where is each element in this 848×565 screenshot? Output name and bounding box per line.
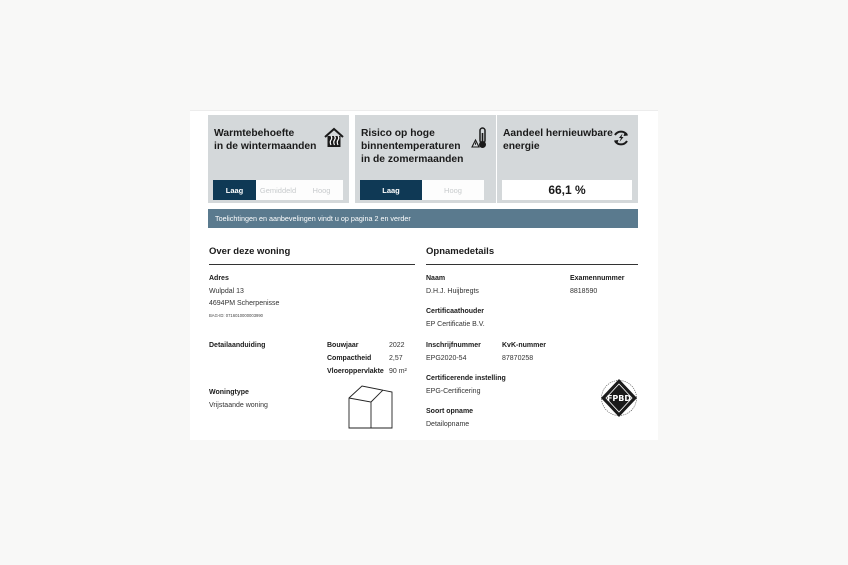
bag-id: BAG-ID: 0716010000003990 — [209, 313, 264, 318]
bouwjaar-label: Bouwjaar — [327, 342, 359, 349]
inschrijfnummer-label: Inschrijfnummer — [426, 342, 481, 349]
fpbd-logo — [600, 376, 638, 422]
card-renewable-share — [497, 115, 638, 203]
instelling-value: EPG-Certificering — [426, 388, 481, 395]
label-page — [190, 110, 658, 440]
adres-label: Adres — [209, 275, 229, 282]
woningtype-label: Woningtype — [209, 389, 249, 396]
info-banner: Toelichtingen en aanbevelingen vindt u op pagina 2 en verder — [208, 209, 638, 228]
house-outline-icon — [347, 384, 395, 430]
rating-scale — [360, 180, 484, 200]
compactheid-value: 2,57 — [389, 355, 403, 362]
card-title: Warmtebehoefte in de wintermaanden — [214, 128, 317, 152]
naam-label: Naam — [426, 275, 446, 282]
certificaathouder-value: EP Certificatie B.V. — [426, 321, 485, 328]
detail-label: Detailaanduiding — [209, 342, 266, 349]
kvk-value: 87870258 — [502, 355, 534, 362]
adres-line1: Wulpdal 13 — [209, 288, 244, 295]
vloeroppervlakte-value: 90 m² — [389, 368, 407, 375]
vloeroppervlakte-label: Vloeroppervlakte — [327, 368, 384, 375]
divider — [190, 110, 658, 111]
fpbd-logo-text: FPBD — [606, 394, 632, 403]
section-title-opname: Opnamedetails — [426, 246, 495, 257]
naam-value: D.H.J. Huijbregts — [426, 288, 479, 295]
house-heat-icon — [324, 127, 344, 149]
card-title: Risico op hoge binnentemperaturen in de zomermaanden — [361, 128, 464, 165]
thermometer-warning-icon — [471, 127, 491, 149]
card-overheating-risk — [355, 115, 496, 203]
renewable-value: 66,1 % — [502, 180, 632, 200]
option-laag: Laag — [213, 180, 256, 200]
inschrijfnummer-value: EPG2020-54 — [426, 355, 467, 362]
option-gemiddeld: Gemiddeld — [256, 180, 300, 200]
instelling-label: Certificerende instelling — [426, 375, 506, 382]
examennummer-label: Examennummer — [570, 275, 625, 282]
kvk-label: KvK-nummer — [502, 342, 546, 349]
examennummer-value: 8818590 — [570, 288, 598, 295]
card-title: Aandeel hernieuwbare energie — [503, 128, 613, 152]
renewable-cycle-icon — [611, 127, 631, 149]
woningtype-value: Vrijstaande woning — [209, 402, 268, 409]
divider — [209, 264, 415, 265]
option-laag: Laag — [360, 180, 422, 200]
soort-opname-label: Soort opname — [426, 408, 474, 415]
option-hoog: Hoog — [422, 180, 484, 200]
option-hoog: Hoog — [300, 180, 343, 200]
adres-line2: 4694PM Scherpenisse — [209, 300, 280, 307]
soort-opname-value: Detailopname — [426, 421, 470, 428]
section-title-woning: Over deze woning — [209, 246, 291, 257]
compactheid-label: Compactheid — [327, 355, 372, 362]
divider — [426, 264, 638, 265]
certificaathouder-label: Certificaathouder — [426, 308, 484, 315]
bouwjaar-value: 2022 — [389, 342, 405, 349]
rating-scale — [213, 180, 343, 200]
card-heat-demand — [208, 115, 349, 203]
